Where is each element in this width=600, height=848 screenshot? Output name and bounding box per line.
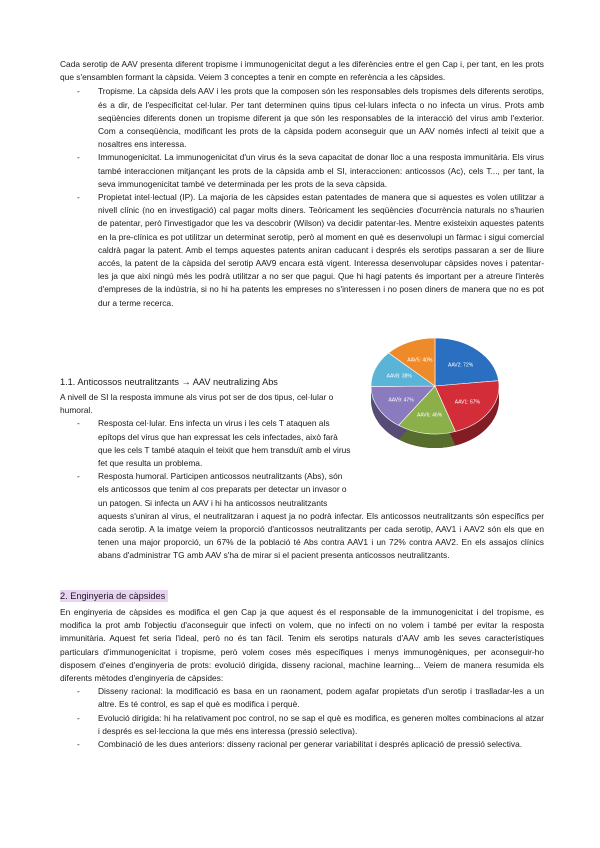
section-narrow-column (60, 391, 404, 510)
bullet-continuation-wrap (60, 510, 544, 563)
concept-list (60, 85, 544, 309)
pie-slice-label: AAV6: 46% (416, 412, 443, 419)
method-rational-design (60, 685, 544, 711)
intro-paragraph: Cada serotip de AAV presenta diferent tropisme i immunogenicitat degut a les diferències entre el gen Cap i, per tant, en les prots que s'ensamblen formant la càpsida. Veiem 3 conceptes a tenir en compte en referència a les càpsides. (60, 59, 544, 83)
bullet-text: Resposta cel·lular. Ens infecta un virus i les cels T ataquen als epítops del virus que han expressat les cels infectades, això farà que les cels T també ataquin el teixit que hem transduït amb el virus fet que resulta un problema. (98, 418, 351, 469)
pie-slice-label: AAV1: 67% (454, 399, 480, 406)
section-heading: 2. Enginyeria de càpsides (60, 590, 168, 602)
concept-text: Tropisme. La càpsida dels AAV i les prots que la composen són les responsables dels tropismes dels diferents serotips, és a dir, de l'especificitat cel·lular. Per tant determinen quins tipus cel·lulars infecta o no infecta un virus. Prots amb seqüències diferents donen un tropisme diferent ja que són les responsables de la interacció del virus amb l'exterior. Com a conseqüència, modificant les prots de la càpsida podem aconseguir que un AAV només infecti al teixit que a nosaltres ens interessa. (98, 86, 544, 150)
section-heading: 1.1. Anticossos neutralitzants → AAV neutralizing Abs (60, 377, 278, 387)
section-capsid-engineering (60, 586, 544, 751)
section-intro: A nivell de SI la resposta immune als virus pot ser de dos tipus, cel·lular o humoral. (60, 392, 334, 416)
bullet-dash: - (77, 712, 80, 723)
bullet-text: Combinació de les dues anteriors: disseny racional per generar variabilitat i després aplicació de pressió selectiva. (98, 739, 523, 750)
bullet-text: Evolució dirigida: hi ha relativament poc control, no se sap el què es modifica, es generen moltes combinacions al atzar i després es sel·lecciona la que més ens interessa (pressió selectiva). (98, 712, 544, 736)
section-intro: En enginyeria de càpsides es modifica el gen Cap ja que aquest és el responsable de la immunogenicitat i del tropisme, es modifica la prot amb l'objectiu d'aconseguir que infecti on volem, que no infecti on no volem i també per evitar la resposta immunitària. Aquest fet seria l'ideal, però no és tan fàcil. Tenim els serotips naturals d'AAV amb les seves característiques particulars d'immunogenicitat i tropisme, però volem coses més específiques i menys immunogèniques, per aconseguir-ho disposem d'eines d'enginyeria de prots: evolució dirigida, disseny racional, machine learning... Veiem de manera resumida els diferents mètodes d'enginyeria de càpsides: (60, 607, 544, 684)
bullet-dash: - (77, 152, 80, 163)
pie-slice-label: AAV2: 72% (447, 362, 474, 369)
bullet-dash: - (77, 739, 80, 750)
pie-svg (368, 334, 502, 458)
bullet-dash: - (77, 686, 80, 697)
bullet-text: Disseny racional: la modificació es basa en un raonament, podem agafar propietats d'un serotip i traslladar-les a un altre. Es té control, es sap el què es modifica i perquè. (98, 686, 544, 710)
concept-item-immunogenicity (60, 151, 544, 191)
pie-slice-label: AAV8: 38% (386, 373, 412, 380)
bullet-continuation: aquests s'uniran al virus, el neutralitzaran i aquest ja no podrà infectar. Els anticossos neutralitzants són específics per cada serotip. A la imatge veiem la proporció d'anticossos neutralitzants per cada serotip, AAV1 i AAV2 són els que en tenen una major proporció, un 67% de la població té Abs contra AAV1 i un 72% contra AAV2. En els assajos clínics abans d'administrar TG amb AAV s'ha de mirar si el pacient presenta anticossos neutralitzants. (98, 510, 544, 561)
bullet-dash: - (77, 192, 80, 203)
concept-item-ip (60, 191, 544, 310)
method-combination (60, 738, 544, 751)
concept-text: Propietat intel·lectual (IP). La majoria de les càpsides estan patentades de manera que si aquestes es volen utilitzar a nivell clínic (no en investigació) cal pagar molts diners. Teòricament les seqüències d'ocurrència naturals no s'haurien de patentar, però l'investigador que les va descobrir (Wilson) va decidir patentar-les. Mentre existeixin aquestes patents en la pre-clínica es pot utilitzar un determinat serotip, però al moment en què es desenvolupi un fàrmac i sigui comercial caldrà pagar la patent. Amb el temps aquestes patents aniran caducant i després els serotips passaran a ser de lliure accés, la patent de la càpsida del serotip AAV9 encara està vigent. Interessa desenvolupar càpsides noves i patentar-les ja que així ningú més les podrà utilitzar a no ser que pagui. Que hi hagi patents és important per a atreure l'interès d'empreses de la indústria, si no hi ha patents les empreses no s'interessen i no posen diners de manera que no es pot dur a terme recerca. (98, 192, 544, 308)
bullet-text: Resposta humoral. Participen anticossos neutralitzants (Abs), són els anticossos que tenim al cos preparats per detectar un invasor o un patogen. Si infecta un AAV i hi ha anticossos neutralitzants (98, 471, 347, 508)
method-directed-evolution (60, 712, 544, 738)
bullet-dash: - (77, 86, 80, 97)
concept-text: Immunogenicitat. La immunogenicitat d'un virus és la seva capacitat de donar lloc a una resposta immunitària. Els virus també interaccionen mitjançant les prots de la càpsida amb el SI, interaccionen: anticossos (Ac), cels T..., per tant, la seva immunogenicitat també ve determinada per les prots de la seva càpsida. (98, 152, 544, 189)
concept-item-tropism (60, 85, 544, 151)
bullet-humoral (60, 470, 404, 510)
pie-slice-label: AAV9: 47% (388, 397, 414, 404)
bullet-cellular (60, 417, 404, 470)
pie-slice-label: AAV5: 40% (407, 357, 433, 364)
bullet-dash: - (77, 471, 80, 482)
bullet-dash: - (77, 418, 80, 429)
neutralizing-abs-pie-chart (368, 334, 502, 458)
